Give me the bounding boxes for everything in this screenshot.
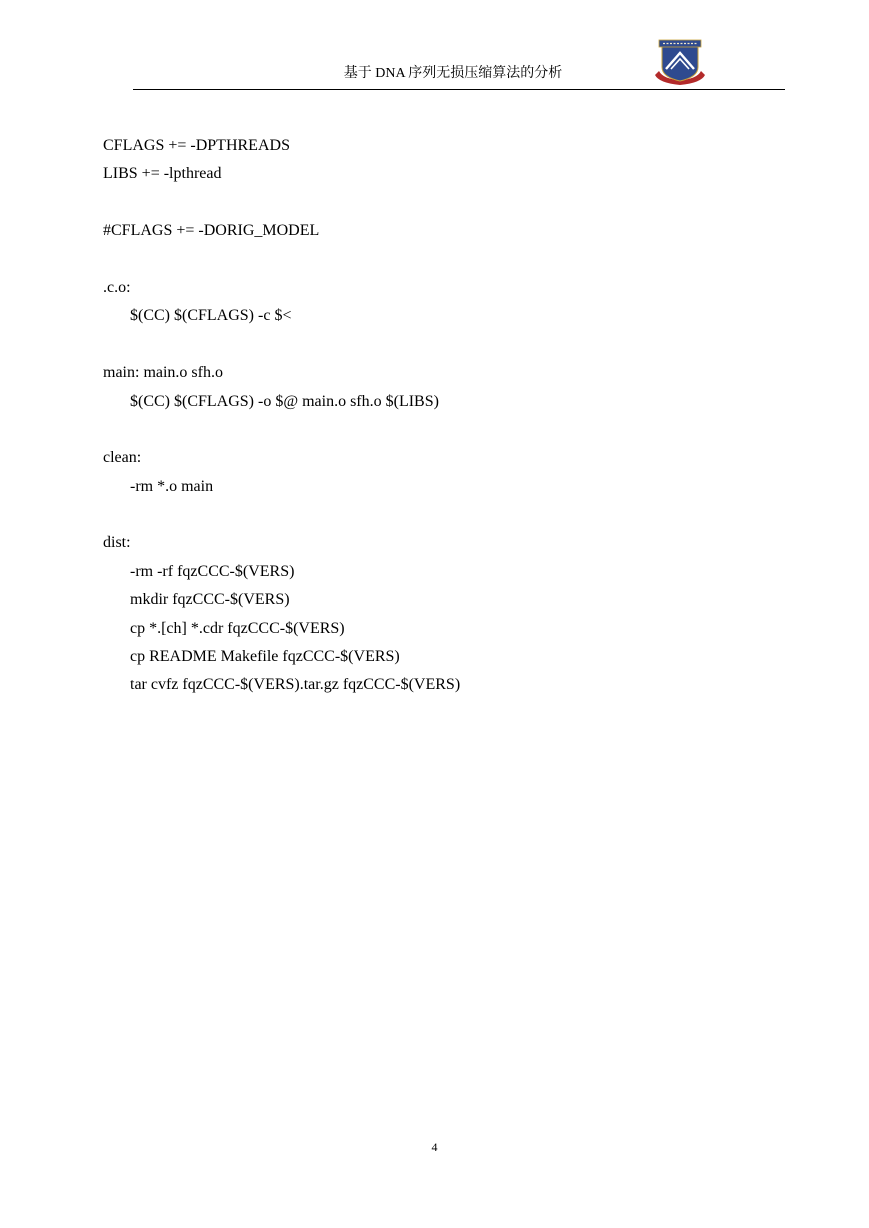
blank-line (103, 331, 803, 359)
university-logo-icon (653, 37, 707, 87)
code-line: main: main.o sfh.o (103, 364, 223, 382)
code-line: LIBS += -lpthread (103, 165, 222, 183)
code-line: clean: (103, 449, 142, 467)
blank-line (103, 189, 803, 217)
blank-line (103, 501, 803, 529)
logo-shield (662, 45, 698, 81)
blank-line (103, 246, 803, 274)
code-line: CFLAGS += -DPTHREADS (103, 137, 290, 154)
code-line: cp *.[ch] *.cdr fqzCCC-$(VERS) (130, 619, 345, 637)
page-number: 4 (431, 1140, 438, 1154)
blank-line (103, 416, 803, 444)
code-line: cp README Makefile fqzCCC-$(VERS) (130, 648, 400, 666)
header-rule (133, 89, 785, 90)
code-line: -rm -rf fqzCCC-$(VERS) (130, 562, 295, 580)
page-header (133, 0, 785, 92)
code-line: $(CC) $(CFLAGS) -c $< (130, 307, 292, 325)
code-line: tar cvfz fqzCCC-$(VERS).tar.gz fqzCCC-$(VERS) (130, 676, 461, 694)
header-title: 基于 DNA 序列无损压缩算法的分析 (343, 66, 563, 81)
code-line: -rm *.o main (130, 477, 214, 495)
code-line: mkdir fqzCCC-$(VERS) (130, 591, 290, 609)
code-line: .c.o: (103, 278, 131, 296)
makefile-code-block (103, 132, 803, 700)
code-line: #CFLAGS += -DORIG_MODEL (103, 222, 320, 240)
code-line: dist: (103, 534, 131, 552)
code-line: $(CC) $(CFLAGS) -o $@ main.o sfh.o $(LIBS) (130, 392, 439, 410)
